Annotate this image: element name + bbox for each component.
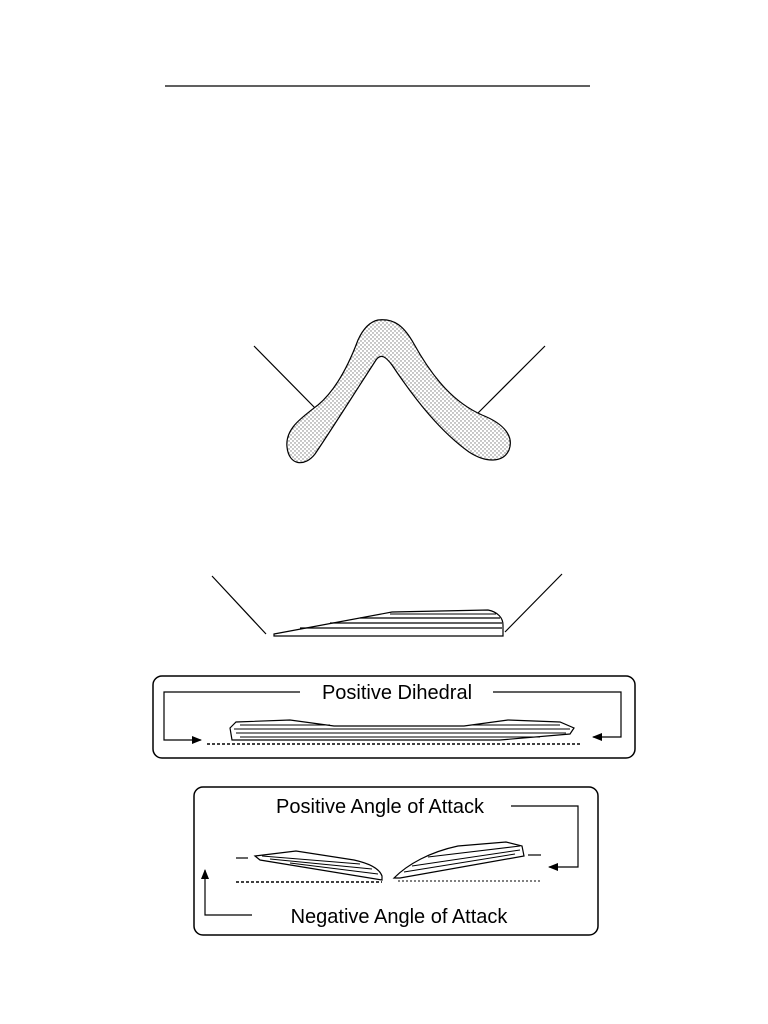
negative-aoa-label: Negative Angle of Attack: [290, 906, 508, 928]
boomerang-outline: [287, 320, 511, 463]
angle-of-attack-box: [194, 787, 598, 935]
left-leader-line: [254, 346, 317, 410]
boomerang-top-view: [254, 320, 545, 463]
side-view: [212, 574, 562, 636]
positive-aoa-label: Positive Angle of Attack: [276, 796, 484, 818]
dihedral-box: [153, 676, 635, 758]
side-left-line: [212, 576, 266, 634]
dihedral-label: Positive Dihedral: [321, 682, 473, 704]
side-right-line: [505, 574, 562, 632]
right-leader-line: [478, 346, 545, 413]
